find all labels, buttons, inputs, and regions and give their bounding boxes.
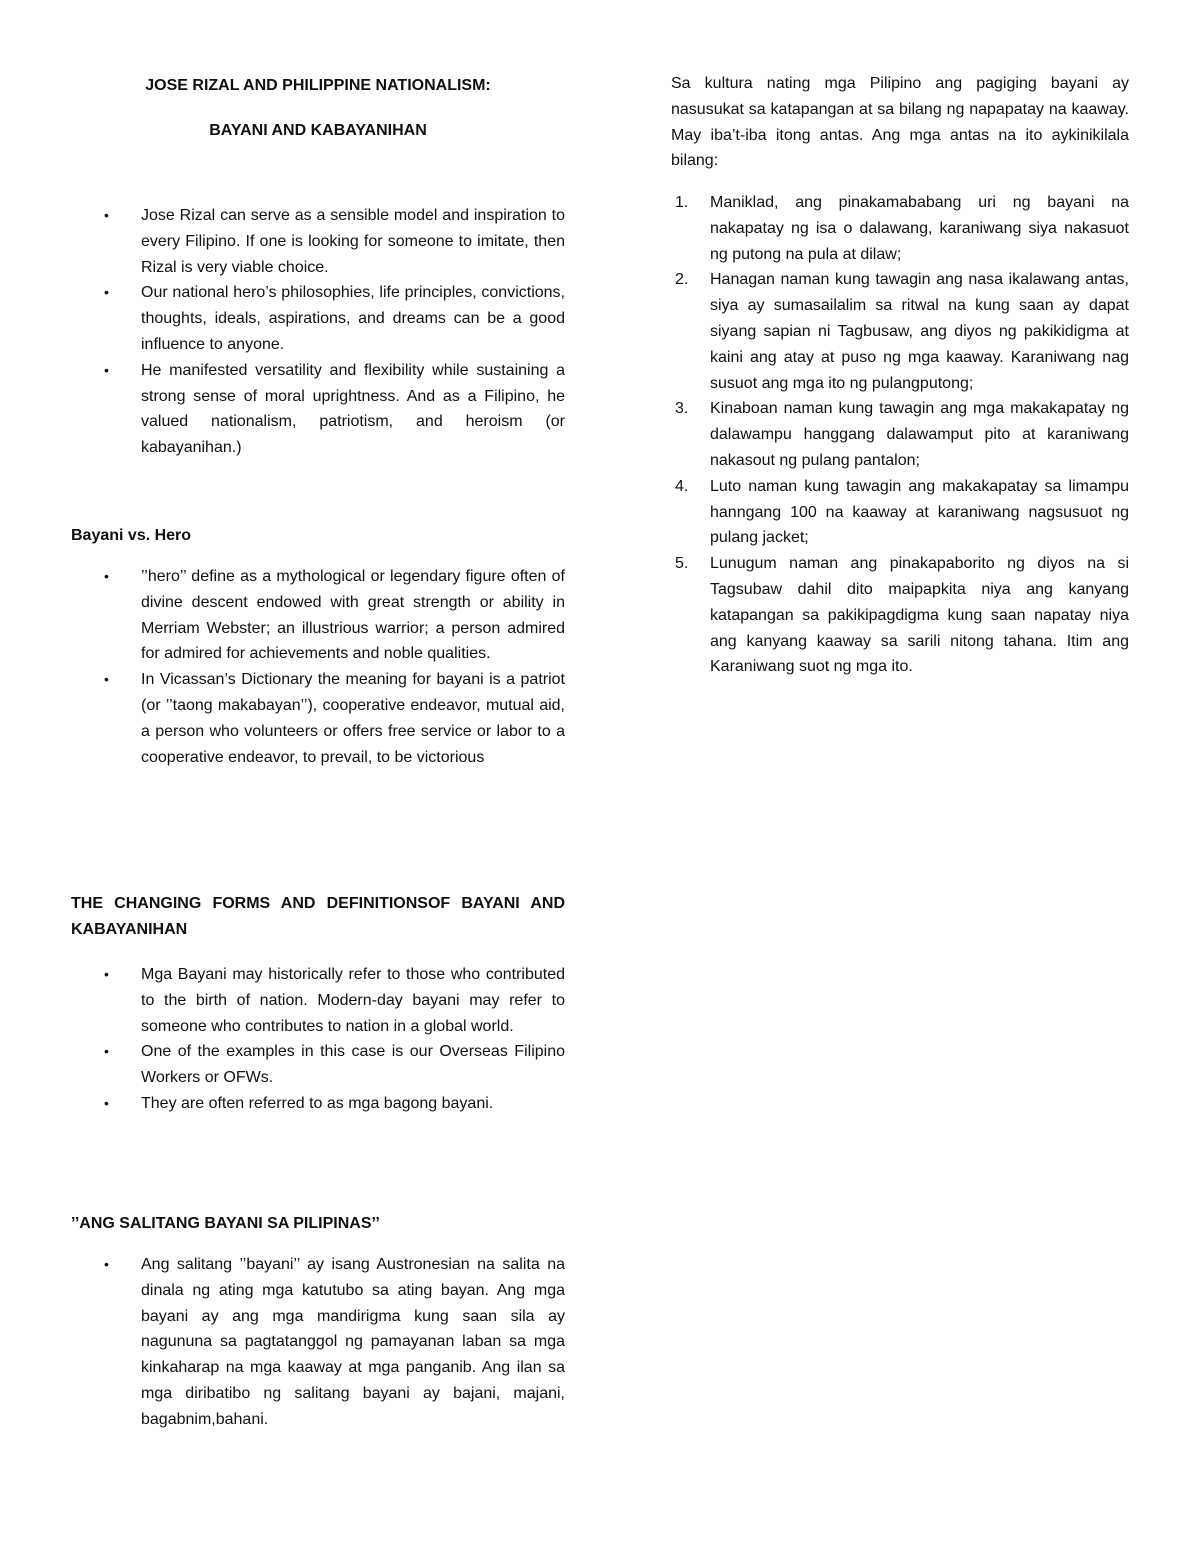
- list-number: 2.: [675, 271, 689, 289]
- list-item-text: ’’hero’’ define as a mythological or legendary figure often of divine descent endowed with great strength or ability in Merriam Webster; an illustrious warrior; a person admired for admired for achievements and noble qualities.: [141, 568, 565, 663]
- document-subtitle: BAYANI AND KABAYANIHAN: [209, 122, 427, 139]
- list-item: [71, 564, 565, 667]
- list-item-text: Mga Bayani may historically refer to those who contributed to the birth of nation. Modern-day bayani may refer to someone who contributes to nation in a global world.: [141, 966, 565, 1035]
- list-item-text: He manifested versatility and flexibility while sustaining a strong sense of moral uprightness. And as a Filipino, he valued nationalism, patriotism, and heroism (or kabayanihan.): [141, 361, 565, 457]
- bayani-vs-hero-heading: Bayani vs. Hero: [71, 527, 192, 544]
- list-item: [71, 358, 565, 461]
- list-item-text: Hanagan naman kung tawagin ang nasa ikalawang antas, siya ay sumasailalim sa ritwal na kung saan ay dapat siyang sapian ni Tagbusaw, ang diyos ng pakikidigma at kaini ang atay at puso ng mga kaaway. Karaniwang nag susuot ang mga ito ng pulangputong;: [710, 271, 1129, 392]
- list-item: [71, 1252, 565, 1433]
- list-number: 3.: [675, 400, 689, 418]
- list-item: [671, 474, 1129, 551]
- salitang-bayani-heading: ’’ANG SALITANG BAYANI SA PILIPINAS’’: [71, 1215, 380, 1232]
- list-item: [671, 190, 1129, 267]
- list-item-text: In Vicassan’s Dictionary the meaning for bayani is a patriot (or ’’taong makabayan’’), cooperative endeavor, mutual aid, a person who volunteers or offers free service or labor to a cooperative endeavor, to prevail, to be victorious: [141, 671, 565, 766]
- list-item-text: One of the examples in this case is our Overseas Filipino Workers or OFWs.: [141, 1043, 565, 1087]
- list-item-text: They are often referred to as mga bagong bayani.: [141, 1094, 494, 1112]
- changing-forms-heading: THE CHANGING FORMS AND DEFINITIONSOF BAYANI AND KABAYANIHAN: [71, 895, 565, 938]
- list-item-text: Ang salitang ’’bayani’’ ay isang Austronesian na salita na dinala ng ating mga katutubo sa ating bayan. Ang mga bayani ay ang mga mandirigma kung saan sila ay nagununa sa pagtatanggol ng pamayanan laban sa mga kinkaharap na mga kaaway at mga panganib. Ang ilan sa mga diribatibo ng salitang bayani ay bajani, majani, bagabnim,bahani.: [141, 1256, 565, 1428]
- list-item: [71, 962, 565, 1039]
- list-number: 4.: [675, 477, 689, 495]
- list-item: [671, 551, 1129, 680]
- bullet-icon: •: [104, 1043, 109, 1060]
- changing-forms-list: [71, 962, 565, 1117]
- intro-bullet-list: [71, 203, 565, 461]
- list-item: [71, 203, 565, 280]
- bullet-icon: •: [104, 1256, 109, 1272]
- bullet-icon: •: [104, 1094, 109, 1111]
- list-item: [71, 280, 565, 357]
- list-item-text: Maniklad, ang pinakamababang uri ng bayani na nakapatay ng isa o dalawang, karaniwang siya nakasuot ng putong na pula at dilaw;: [710, 194, 1129, 263]
- list-item-text: Lunugum naman ang pinakapaborito ng diyos na si Tagsubaw dahil dito maipapkita niya ang kanyang katapangan sa pakikipagdigma kung saan napatay niya ang kanyang kaaway sa sarili nitong tahana. Itim ang Karaniwang suot ng mga ito.: [710, 555, 1129, 676]
- salitang-bayani-list: [71, 1252, 565, 1433]
- bullet-icon: •: [104, 361, 109, 378]
- bullet-icon: •: [104, 284, 109, 301]
- list-item-text: Luto naman kung tawagin ang makakapatay sa limampu hanngang 100 na kaaway at karaniwang nagsusuot ng pulang jacket;: [710, 477, 1129, 547]
- list-item-text: Our national hero’s philosophies, life principles, convictions, thoughts, ideals, aspirations, and dreams can be a good influence to anyone.: [141, 284, 565, 353]
- bullet-icon: •: [104, 966, 109, 982]
- list-item-text: Jose Rizal can serve as a sensible model and inspiration to every Filipino. If one is looking for someone to imitate, then Rizal is very viable choice.: [141, 207, 565, 276]
- list-item: [671, 396, 1129, 473]
- list-item: [71, 1039, 565, 1091]
- list-item-text: Kinaboan naman kung tawagin ang mga makakapatay ng dalawampu hanggang dalawamput pito at karaniwang nakasout ng pulang pantalon;: [710, 400, 1129, 469]
- list-item: [71, 1091, 565, 1117]
- intro-paragraph: Sa kultura nating mga Pilipino ang pagiging bayani ay nasusukat sa katapangan at sa bilang ng napapatay na kaaway. May iba’t-iba itong antas. Ang mga antas na ito aykinikilala bilang:: [671, 75, 1129, 170]
- list-item: [71, 667, 565, 770]
- bayani-vs-hero-list: [71, 564, 565, 770]
- list-item: [671, 267, 1129, 396]
- document-title: JOSE RIZAL AND PHILIPPINE NATIONALISM:: [145, 77, 491, 94]
- bullet-icon: •: [104, 568, 109, 584]
- bayani-levels-list: [671, 190, 1129, 680]
- list-number: 1.: [675, 194, 689, 211]
- list-number: 5.: [675, 555, 689, 573]
- bullet-icon: •: [104, 207, 109, 223]
- bullet-icon: •: [104, 671, 109, 688]
